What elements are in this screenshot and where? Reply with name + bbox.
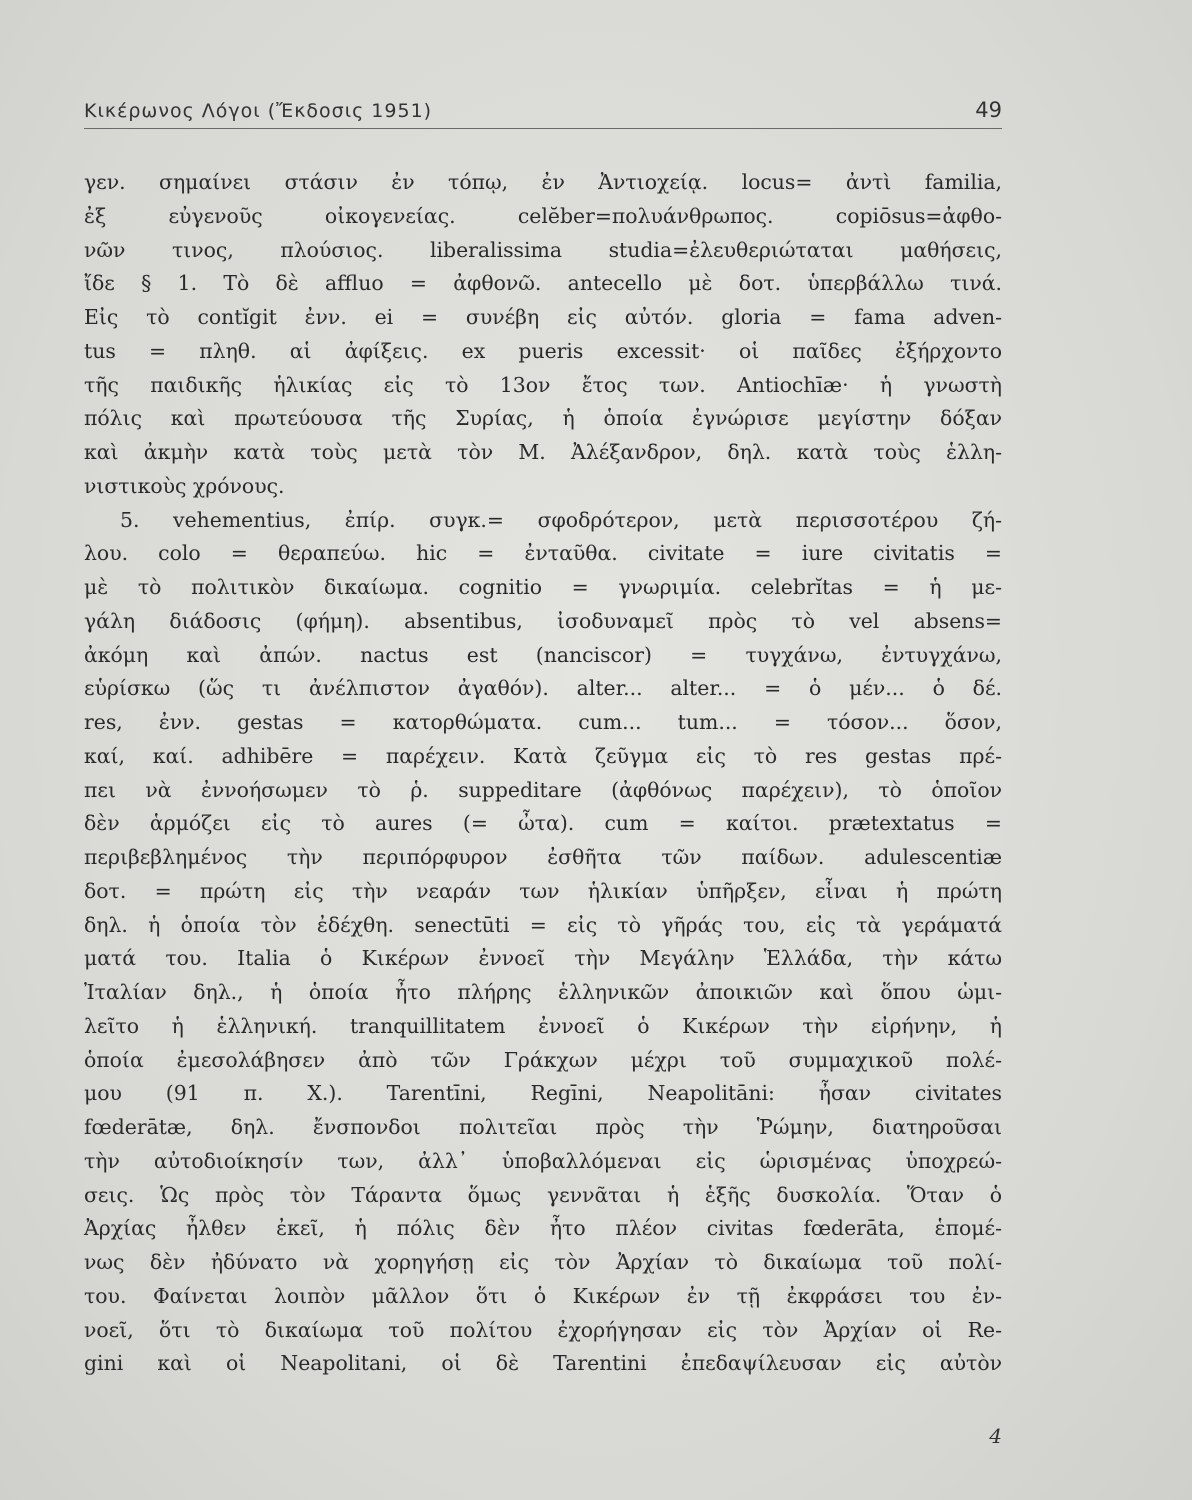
text-line: Ἰταλίαν δηλ., ἡ ὁποία ἦτο πλήρης ἑλληνικῶν ἀποικιῶν καὶ ὅπου ὡμι- <box>84 980 1002 1004</box>
text-line: πει νὰ ἐννοήσωμεν τὸ ῥ. suppeditare (ἀφθόνως παρέχειν), τὸ ὁποῖον <box>84 777 1002 802</box>
text-line: μὲ τὸ πολιτικὸν δικαίωμα. cognitio = γνωριμία. celebrĭtas = ἡ με- <box>84 575 1002 599</box>
text-line: λου. colo = θεραπεύω. hic = ἐνταῦθα. civitate = iure civitatis = <box>84 541 1002 566</box>
text-line: δηλ. ἡ ὁποία τὸν ἐδέχθη. senectūti = εἰς τὸ γῆράς του, εἰς τὰ γεράματά <box>84 912 1002 937</box>
text-line: δοτ. = πρώτη εἰς τὴν νεαράν των ἡλικίαν ὑπῆρξεν, εἶναι ἡ πρώτη <box>84 878 1002 903</box>
text-line: περιβεβλημένος τὴν περιπόρφυρον ἐσθῆτα τῶν παίδων. adulescentiæ <box>84 845 1002 869</box>
text-line: ὁποία ἐμεσολάβησεν ἀπὸ τῶν Γράκχων μέχρι τοῦ συμμαχικοῦ πολέ- <box>84 1047 1002 1072</box>
text-line: res, ἐνν. gestas = κατορθώματα. cum... tum... = τόσον... ὅσον, <box>84 710 1002 734</box>
text-line: τῆς παιδικῆς ἡλικίας εἰς τὸ 13ον ἔτος των. Antiochīæ· ἡ γνωστὴ <box>84 372 1002 397</box>
text-line: γεν. σημαίνει στάσιν ἐν τόπῳ, ἐν Ἀντιοχείᾳ. locus= ἀντὶ familia, <box>84 170 1002 194</box>
page-header <box>84 98 1002 129</box>
text-line: νοεῖ, ὅτι τὸ δικαίωμα τοῦ πολίτου ἐχορήγησαν εἰς τὸν Ἀρχίαν οἱ Re- <box>84 1317 1002 1342</box>
text-line: νως δὲν ἠδύνατο νὰ χορηγήσῃ εἰς τὸν Ἀρχίαν τὸ δικαίωμα τοῦ πολί- <box>84 1250 1002 1274</box>
text-line: πόλις καὶ πρωτεύουσα τῆς Συρίας, ἡ ὁποία ἐγνώρισε μεγίστην δόξαν <box>84 406 1002 431</box>
text-line: λεῖτο ἡ ἑλληνική. tranquillitatem ἐννοεῖ ὁ Κικέρων τὴν εἰρήνην, ἡ <box>84 1013 1002 1038</box>
text-line: ἴδε § 1. Τὸ δὲ affluo = ἀφθονῶ. antecello μὲ δοτ. ὑπερβάλλω τινά. <box>84 271 1002 296</box>
text-line: δὲν ἁρμόζει εἰς τὸ aures (= ὦτα). cum = καίτοι. prætextatus = <box>84 811 1002 836</box>
text-line: εὑρίσκω (ὥς τι ἀνέλπιστον ἀγαθόν). alter... alter... = ὁ μέν... ὁ δέ. <box>84 676 1002 701</box>
text-line: ἀκόμη καὶ ἀπών. nactus est (nanciscor) = τυγχάνω, ἐντυγχάνω, <box>84 642 1002 667</box>
text-line: σεις. Ὡς πρὸς τὸν Τάραντα ὅμως γεννᾶται ἡ ἑξῆς δυσκολία. Ὅταν ὁ <box>84 1182 1002 1207</box>
text-line: καί, καί. adhibēre = παρέχειν. Κατὰ ζεῦγμα εἰς τὸ res gestas πρέ- <box>84 743 1002 768</box>
text-line: τὴν αὐτοδιοίκησίν των, ἀλλ᾿ ὑποβαλλόμεναι εἰς ὡρισμένας ὑποχρεώ- <box>84 1148 1002 1173</box>
text-line: ματά του. Italia ὁ Κικέρων ἐννοεῖ τὴν Μεγάλην Ἑλλάδα, τὴν κάτω <box>84 946 1002 971</box>
running-title: Κικέρωνος Λόγοι (Ἔκδοσις 1951) <box>84 100 433 122</box>
text-line: Εἰς τὸ contĭgit ἐνν. ei = συνέβη εἰς αὐτόν. gloria = fama adven- <box>84 305 1002 329</box>
text-line: gini καὶ οἱ Neapolitani, οἱ δὲ Tarentini ἐπεδαψίλευσαν εἰς αὐτὸν <box>84 1351 1002 1376</box>
text-line: καὶ ἀκμὴν κατὰ τοὺς μετὰ τὸν Μ. Ἀλέξανδρον, δηλ. κατὰ τοὺς ἑλλη- <box>84 440 1002 464</box>
text-line: fœderātæ, δηλ. ἔνσπονδοι πολιτεῖαι πρὸς τὴν Ῥώμην, διατηροῦσαι <box>84 1115 1002 1139</box>
text-line: ἐξ εὐγενοῦς οἰκογενείας. celĕber=πολυάνθρωπος. copiōsus=ἀφθο- <box>84 203 1002 228</box>
text-line: γάλη διάδοσις (φήμη). absentibus, ἰσοδυναμεῖ πρὸς τὸ vel absens= <box>84 608 1002 633</box>
page-number: 49 <box>975 98 1002 122</box>
text-line: του. Φαίνεται λοιπὸν μᾶλλον ὅτι ὁ Κικέρων ἐν τῇ ἐκφράσει του ἐν- <box>84 1283 1002 1308</box>
section-5-start: 5. vehementius, ἐπίρ. συγκ.= σφοδρότερον, μετὰ περισσοτέρου ζή- <box>120 507 1002 532</box>
commentary-text <box>84 166 1002 1381</box>
text-line: μου (91 π. Χ.). Tarentīni, Regīni, Neapolitāni: ἦσαν civitates <box>84 1081 1002 1106</box>
text-line: νιστικοὺς χρόνους. <box>84 473 285 498</box>
text-line: tus = πληθ. αἱ ἀφίξεις. ex pueris excessit· οἱ παῖδες ἐξήρχοντο <box>84 338 1002 363</box>
text-line: νῶν τινος, πλούσιος. liberalissima studia=ἐλευθεριώταται μαθήσεις, <box>84 237 1002 262</box>
signature-mark: 4 <box>989 1424 1002 1448</box>
text-line: Ἀρχίας ἦλθεν ἐκεῖ, ἡ πόλις δὲν ἦτο πλέον civitas fœderāta, ἑπομέ- <box>84 1216 1002 1241</box>
